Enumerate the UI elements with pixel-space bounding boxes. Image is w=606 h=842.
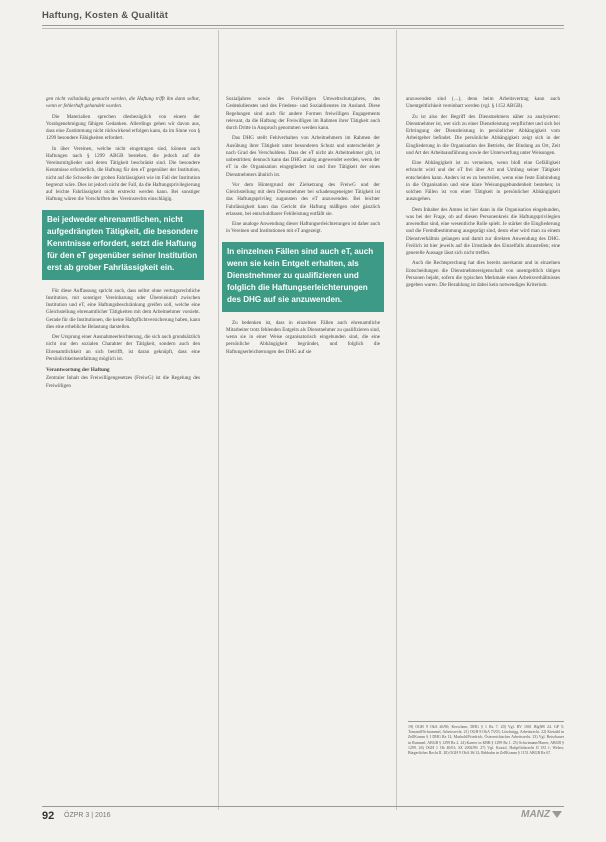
paragraph: Sozialjahres sowie des Freiwilligen Umweltschutzjahres, des Gedenkdienstes und des Friedens- und Sozialdienstes im Ausland. Diese Regelungen sind auch für andere Formen freiwilligen Engagements relevant, da die Haftung der Freiwilligen im Rahmen ihrer Tätigkeit auch durch Dritte in Anspruch genommen werden kann. [226, 96, 380, 131]
paragraph: Zentraler Inhalt des Freiwilligengesetzes (FreiwG) ist die Regelung des Freiwilligen [46, 375, 200, 389]
paragraph: Vor dem Hintergrund der Zielsetzung des FreiwG und der Gleichstellung mit dem Dienstnehmer bei schadensgeneigter Tätigkeit ist das Haftungsprivileg zugunsten des eT anzuwenden. Bei leichter Fahrlässigkeit kann das Gericht die Haftung mäßigen oder gänzlich erlassen, bei entschuldbarer Fehlleistung entfällt sie. [226, 181, 380, 217]
column-2 [226, 96, 380, 359]
logo-mark-icon [552, 811, 562, 818]
paragraph: Das DHG stellt Fehlverhalten von Arbeitnehmern im Rahmen der Ausübung ihrer Tätigkeit unter besonderen Schutz und unterscheidet je nach Grad des Verschuldens. Dass der eT nicht als Arbeitnehmer gilt, ist unbestritten; dennoch kann das DHG analog angewendet werden, wenn der eT in die Organisation eingegliedert ist und ihre Tätigkeit der eines Dienstnehmers ähnlich ist. [226, 135, 380, 178]
column-divider [396, 30, 397, 810]
paragraph: Dem Inhaber des Amtes ist hier dann in die Organisation eingebunden, was bei der Frage, ob auf diesen Personenkreis die Haftungsprivilegien anwendbar sind, eine wesentliche Rolle spielt. Je stärker die Eingliederung und die Fremdbestimmung ausgeprägt sind, desto eher wird man zu einem Dienstverhältnis gelangen und damit zur direkten Anwendung des DHG. Freilich ist hier jeweils auf die Umstände des Einzelfalls abzustellen; eine generelle Aussage lässt sich nicht treffen. [406, 206, 560, 256]
paragraph: Eine Abhängigkeit ist zu verneinen, wenn bloß eine Gefälligkeit erbracht wird und der eT frei über Art und Umfang seiner Tätigkeit entscheiden kann. Anders ist es zu beurteilen, wenn eine feste Einbindung in die Organisation und eine klare Weisungsgebundenheit bestehen; in solchen Fällen ist von einer Tätigkeit in persönlicher Abhängigkeit auszugehen. [406, 160, 560, 203]
running-header: Haftung, Kosten & Qualität [42, 10, 169, 21]
column-1 [46, 96, 200, 393]
paragraph: Auch die Rechtsprechung hat dies bereits anerkannt und in einzelnen Entscheidungen die Dienstnehmereigenschaft von unentgeltlich tätigen Personen bejaht, sofern die typischen Merkmale eines Arbeitsverhältnisses gegeben waren. Die Bezahlung ist dabei kein notwendiges Kriterium. [406, 260, 560, 288]
publisher-logo [521, 809, 562, 820]
header-rule-secondary [42, 28, 564, 29]
publisher-logo-text: MANZ [521, 809, 550, 820]
paragraph: Die Materialien sprechen diesbezüglich von einem der Vorabgenehmigung fähigen Gedanken. Allerdings gehen wir davon aus, dass eine Zustimmung nicht rückwirkend erfolgen kann, da im Sinne von § 1299 besondere Fähigkeiten erfordert. [46, 113, 200, 142]
paragraph: Der Ursprung einer Ausnahmeerleichterung, die sich auch grundsätzlich nicht nur den sozialen Charakter der Tätigkeit, sondern auch den Ehrenamtlichkeit an sich betrifft, ist daran geknüpft, dass eine Persönlichkeitsentfaltung möglich ist. [46, 334, 200, 362]
header-rule [42, 25, 564, 26]
paragraph: Zu bedenken ist, dass in einzelnen Fällen auch ehrenamtliche Mitarbeiter trotz fehlenden Entgelts als Dienstnehmer zu qualifizieren sind, wenn sie in einer Weise organisatorisch eingebunden sind, die eine persönliche Abhängigkeit begründet, und folglich die Haftungserleichterungen des DHG auf sie [226, 319, 380, 355]
paragraph: Für diese Auffassung spricht auch, dass selbst ohne vertragsrechtliche Institution, mit sonstiger Vereinbarung oder Übereinkunft zwischen Institution und eT, eine Haftungsbeschränkung greifen soll, welche eine Gleichstellung ehrenamtlicher Tätigkeiten mit dem Arbeitnehmer vorsieht. Gerade für die Institutionen, die keine Haftpflichtversicherung haben, kann dies eine erhebliche Belastung darstellen. [46, 287, 200, 330]
footnotes: 19) OGH 9 ObA 26/90; Kerschner, DHG § 1 Rz 7. 20) Vgl. RV 1001 BlgNR 24. GP 5; Tomandl/Schrammel, Arbeitsrecht. 21) OGH 8 ObA 73/03; Löschnigg, Arbeitsrecht. 22) Kietaibl in ZellKomm § 1 DHG Rz 12; Marhold/Friedrich, Österreichisches Arbeitsrecht. 23) Vgl. Reischauer in Rummel, ABGB § 1299 Rz 2. 24) Karner in KBB § 1299 Rz 1. 25) Schwimann/Harrer, ABGB § 1299. 26) OGH 1 Ob 40/01; SZ 2002/89. 27) Vgl. Koziol, Haftpflichtrecht II 181 f; Welser, Bürgerliches Recht II. 28) OGH 9 ObA 36/12; Rebhahn in ZellKomm § 1151 ABGB Rz 67. [408, 721, 564, 756]
column-divider [218, 30, 219, 810]
paragraph: Eine analoge Anwendung dieser Haftungserleichterungen ist daher auch in Vereinen und Institutionen mit eT angezeigt. [226, 221, 380, 235]
paragraph: In über Vereinen, welche nicht eingetragen sind, können auch Haftungen nach § 1299 ABGB bestehen, die jedoch auf die Vereinsmitglieder und deren Tätigkeit beschränkt sind. Die besondere Kenntnisse erforderlich, die Haftung für den eT gegenüber der Institution, nicht auf die Schwelle der groben Fahrlässigkeit wie im Fall der Institution begrenzt wäre. Dies ist jedoch nicht der Fall, da die Haftungsprivilegierung auf leichte Fahrlässigkeit nicht erstreckt werden kann. Bei sonstiger Haftung wären die Vorschriften des Vereinsrechts einschlägig. [46, 145, 200, 203]
paragraph: anzuwenden sind (…), denn beim Arbeitsvertrag kann auch Unentgeltlichkeit vereinbart werden (vgl. § 1152 ABGB). [406, 96, 560, 110]
paragraph: Zu ist also der Begriff des Dienstnehmers näher zu analysieren: Dienstnehmer ist, wer sich zu einer Dienstleistung verpflichtet und sich bei Erbringung der Dienstleistung in persönlicher Abhängigkeit vom Arbeitgeber befindet. Die persönliche Abhängigkeit zeigt sich in der Eingliederung in die Organisation des Betriebs, der Bindung an Ort, Zeit und Art der Arbeitsausführung sowie der Unterwerfung unter Weisungen. [406, 113, 560, 156]
pull-quote-text: Bei jedweder ehrenamtlichen, nicht aufgedrängten Tätigkeit, die besondere Kenntnisse erfordert, setzt die Haftung für den eT gegenüber seiner Institution erst ab grober Fahrlässigkeit ein. [47, 214, 199, 272]
journal-reference: ÖZPR 3 | 2016 [64, 812, 111, 819]
paragraph: gen nicht vollständig gemacht werden, die Haftung trifft ihn dann selbst, wenn er fehlerhaft gehandelt wurden. [46, 96, 200, 110]
pull-quote-text: In einzelnen Fällen sind auch eT, auch wenn sie kein Entgelt erhalten, als Dienstnehmer zu qualifizieren und folglich die Haftungserleichterungen des DHG auf sie anzuwenden. [227, 246, 374, 304]
footer-rule [42, 806, 564, 807]
pull-quote [42, 210, 204, 280]
column-3 [406, 96, 560, 292]
section-heading: Verantwortung der Haftung [46, 367, 110, 373]
page-number: 92 [42, 810, 55, 822]
pull-quote [222, 242, 384, 312]
